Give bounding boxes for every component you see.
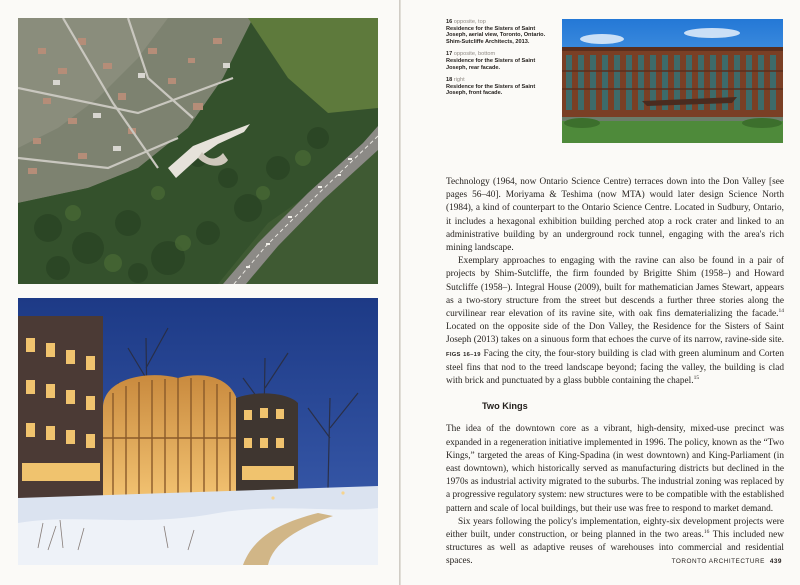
body-text [446, 176, 784, 569]
paragraph-3: The idea of the downtown core as a vibrant, high-density, mixed-use precinct was expanded in a regeneration initiative implemented in 1996. The policy, known as the “Two Kings,” targeted the areas of King-Spadina (in west downtown) and King-Parliament (in east downtown), which historically served as manufacturing districts but declined in the 1970s as industrial activity migrated to the suburbs. The industrial zoning was replaced by a progressive regulatory system: new structures were to be compatible with the established pattern and scale of local buildings, but their use was free to respond to market demand. [446, 424, 784, 514]
figure-reference: FIGS 16–19 [446, 351, 481, 358]
aerial-view-image [18, 18, 378, 284]
rear-facade-photo [18, 298, 378, 565]
paragraph-1: Technology (1964, now Ontario Science Centre) terraces down into the Don Valley [see pages 56–40]. Moriyama & Teshima (now MTA) would later design Science North (1984), a kind of counterpart to the Ontario Science Centre. Located in Sudbury, Ontario, it includes a hexagonal exhibition building perched atop a rock crater and linked to an administrative building by an underground rock tunnel, engaging with the area's rich mining landscape. [446, 177, 784, 254]
caption-text: Residence for the Sisters of Saint Joseph, front facade. [446, 83, 536, 97]
footnote-ref-15: 15 [693, 374, 700, 381]
caption-number: 17 [446, 51, 453, 58]
caption-text: Residence for the Sisters of Saint Joseph, aerial view, Toronto, Ontario. Shim-Sutcliffe Architects, 2013. [446, 25, 546, 45]
paragraph-4-part-a: Six years following the policy's implementation, eighty-six development projects were either built, under construction, or being planned in the two areas. [446, 516, 784, 541]
caption-18 [446, 77, 546, 97]
caption-text: Residence for the Sisters of Saint Joseph, rear facade. [446, 57, 536, 71]
page-footer [672, 558, 782, 565]
front-facade-photo [562, 19, 783, 143]
front-facade-image [562, 19, 783, 143]
footnote-ref-16: 16 [703, 528, 710, 535]
paragraph-2-part-c: Facing the city, the four-story building is clad with green aluminum and Corten steel fins that nod to the treed landscape beyond; facing the valley, the building is clad with brick and punctuated by a glass bubble containing the chapel. [446, 348, 784, 387]
figure-captions [446, 19, 546, 103]
right-page [401, 0, 800, 585]
paragraph-4-part-b: This included new structures as well as adaptive reuses of warehouses into commercial and residential spaces. [446, 530, 784, 567]
rear-facade-image [18, 298, 378, 565]
footnote-ref-14: 14 [778, 307, 784, 314]
caption-16 [446, 19, 546, 45]
caption-number: 18 [446, 77, 453, 84]
section-heading: Two Kings [482, 401, 528, 412]
paragraph-2 [446, 255, 784, 388]
caption-position: opposite, bottom [453, 51, 496, 58]
paragraph-2-part-b: Located on the opposite side of the Don Valley, the Residence for the Sisters of Saint Joseph (2013) takes on a sinuous form that echoes the curve of its narrow, ravine-side site. [446, 322, 784, 346]
page-number: 439 [769, 558, 782, 565]
aerial-view-photo [18, 18, 378, 284]
paragraph-2-part-a: Exemplary approaches to engaging with the ravine can also be found in a pair of projects by Shim-Sutcliffe, the firm founded by Brigitte Shim (1958–) and Howard Sutcliffe (1958–). Integral House (2009), built for mathematician James Stewart, appears as a two-story structure from the street but descends a further three stories along the curvilinear rear elevation of its ravine site, with oak fins dematerializing the facade. [446, 256, 784, 320]
running-head: TORONTO ARCHITECTURE [671, 558, 765, 565]
caption-17 [446, 51, 546, 71]
caption-position: opposite, top [453, 19, 486, 25]
caption-number: 16 [446, 19, 453, 25]
left-page [0, 0, 399, 585]
caption-position: right [453, 77, 465, 84]
